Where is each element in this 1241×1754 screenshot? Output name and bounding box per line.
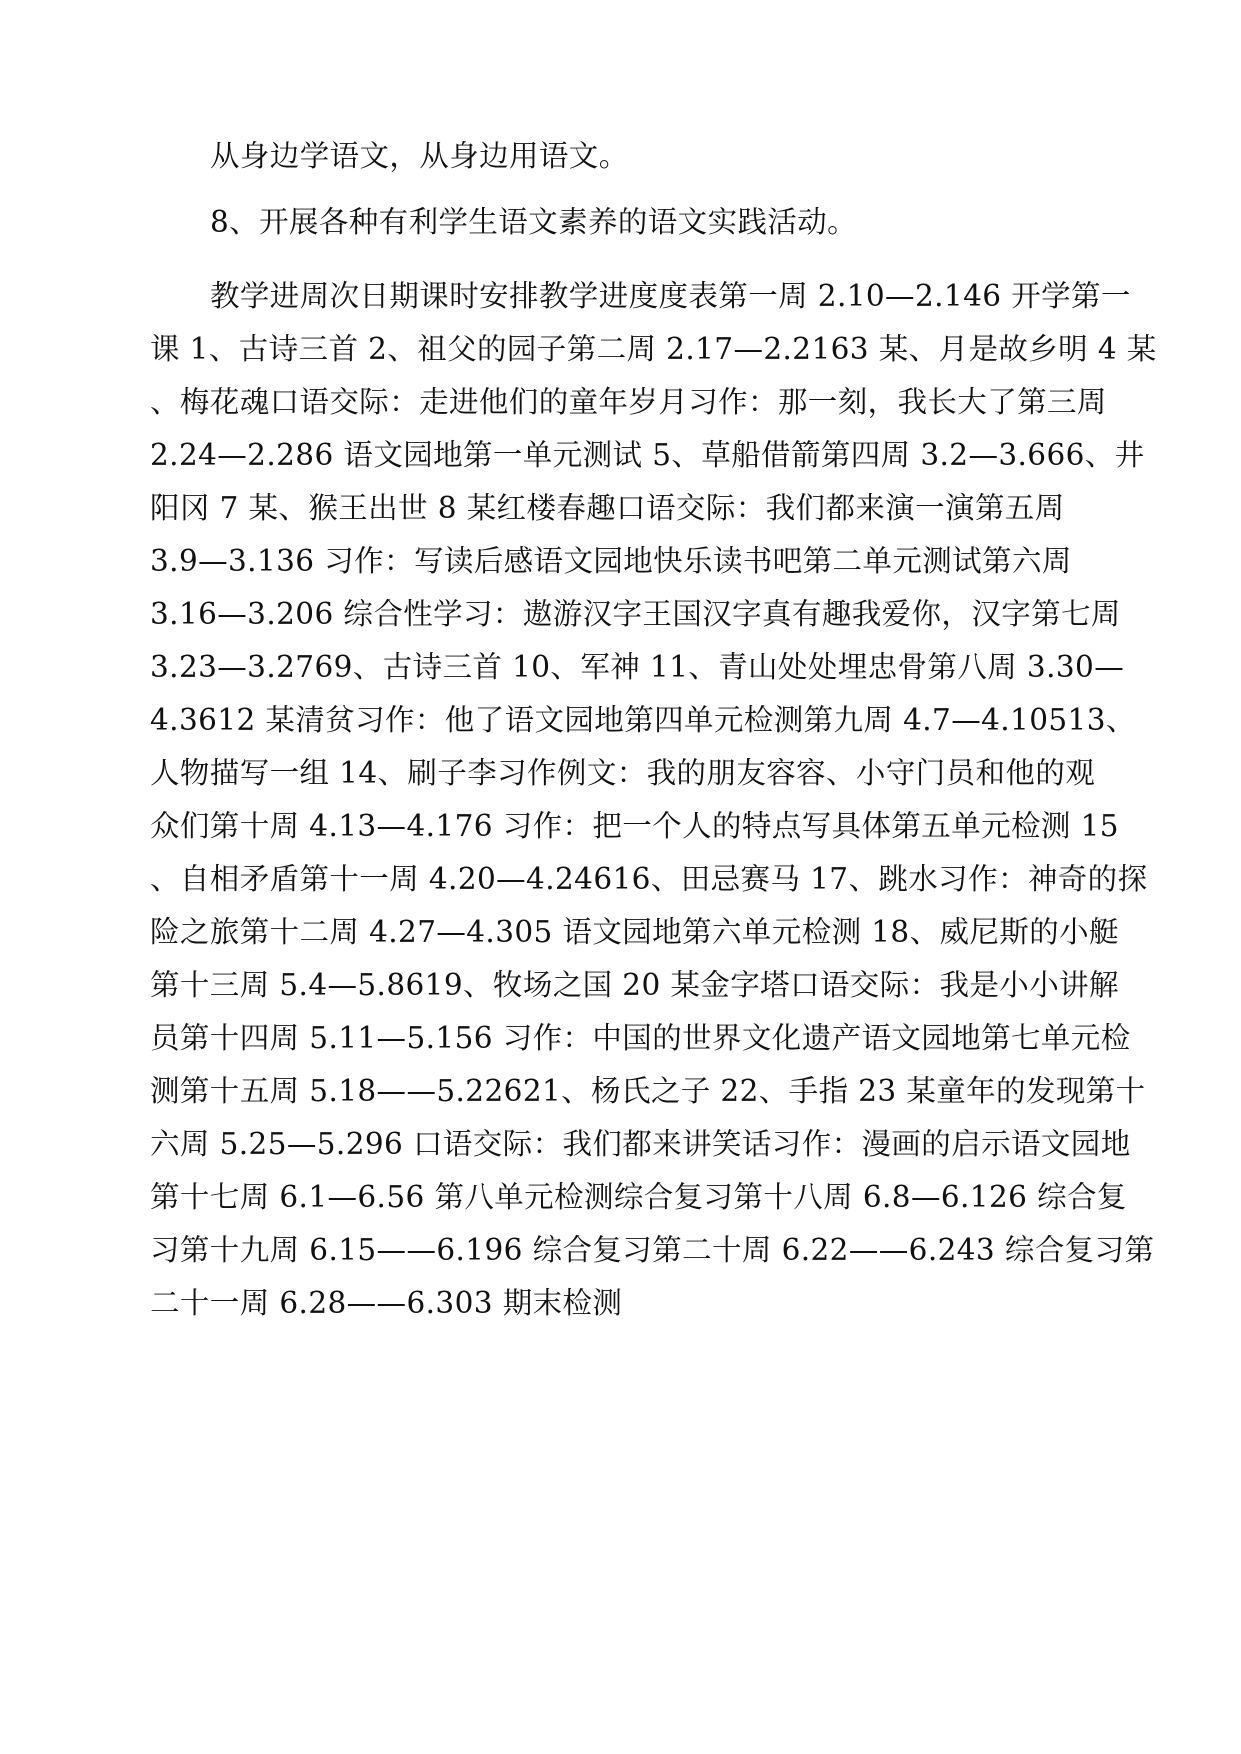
schedule-line: 测第十五周 5.18——5.22621、杨氏之子 22、手指 23 某童年的发现第十: [150, 1074, 1146, 1108]
schedule-line: 、梅花魂口语交际：走进他们的童年岁月习作：那一刻，我长大了第三周: [150, 385, 1107, 419]
schedule-line: 3.23—3.2769、古诗三首 10、军神 11、青山处处埋忠骨第八周 3.30—: [150, 650, 1125, 684]
schedule-line: 险之旅第十二周 4.27—4.305 语文园地第六单元检测 18、威尼斯的小艇: [150, 915, 1119, 949]
paragraph-1: 从身边学语文，从身边用语文。: [210, 139, 629, 173]
schedule-line: 3.9—3.136 习作：写读后感语文园地快乐读书吧第二单元测试第六周: [150, 544, 1072, 578]
schedule-line: 第十三周 5.4—5.8619、牧场之国 20 某金字塔口语交际：我是小小讲解: [150, 968, 1119, 1002]
schedule-line: 众们第十周 4.13—4.176 习作：把一个人的特点写具体第五单元检测 15: [150, 809, 1119, 843]
paragraph-2: 8、开展各种有利学生语文素养的语文实践活动。: [210, 205, 858, 239]
schedule-line: 2.24—2.286 语文园地第一单元测试 5、草船借箭第四周 3.2—3.666、井: [150, 438, 1145, 472]
schedule-line: 3.16—3.206 综合性学习：遨游汉字王国汉字真有趣我爱你，汉字第七周: [150, 597, 1121, 631]
schedule-line: 教学进周次日期课时安排教学进度度表第一周 2.10—2.146 开学第一: [210, 279, 1131, 313]
schedule-line: 、自相矛盾第十一周 4.20—4.24616、田忌赛马 17、跳水习作：神奇的探: [150, 862, 1148, 896]
schedule-line: 第十七周 6.1—6.56 第八单元检测综合复习第十八周 6.8—6.126 综合复: [150, 1180, 1127, 1214]
schedule-line: 人物描写一组 14、刷子李习作例文：我的朋友容容、小守门员和他的观: [150, 756, 1096, 790]
schedule-line: 六周 5.25—5.296 口语交际：我们都来讲笑话习作：漫画的启示语文园地: [150, 1127, 1131, 1161]
schedule-line: 阳冈 7 某、猴王出世 8 某红楼春趣口语交际：我们都来演一演第五周: [150, 491, 1065, 525]
schedule-line: 员第十四周 5.11—5.156 习作：中国的世界文化遗产语文园地第七单元检: [150, 1021, 1131, 1055]
schedule-line: 课 1、古诗三首 2、祖父的园子第二周 2.17—2.2163 某、月是故乡明 4 某: [150, 332, 1157, 366]
schedule-line: 习第十九周 6.15——6.196 综合复习第二十周 6.22——6.243 综合复习第: [150, 1233, 1155, 1267]
schedule-line: 4.3612 某清贫习作：他了语文园地第四单元检测第九周 4.7—4.10513、: [150, 703, 1136, 737]
schedule-line: 二十一周 6.28——6.303 期末检测: [150, 1286, 623, 1320]
